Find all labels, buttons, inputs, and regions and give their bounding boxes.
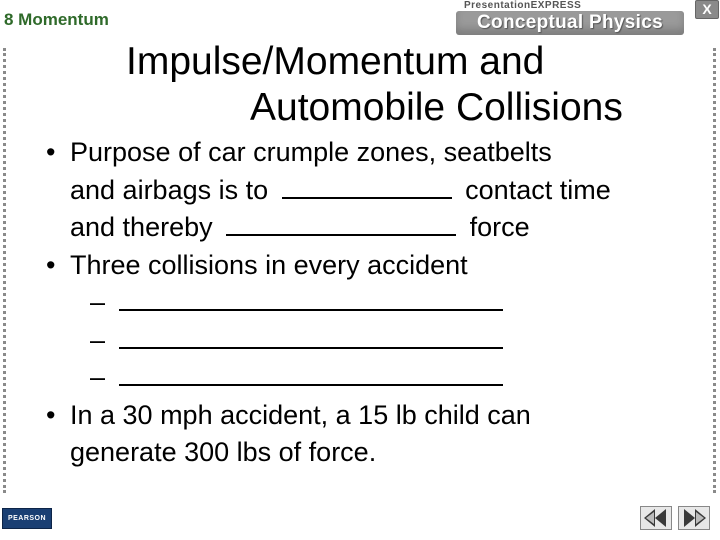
bullet-item xyxy=(46,247,696,285)
bullet-text-line xyxy=(70,209,696,247)
slide-title xyxy=(90,39,670,131)
bullet-item xyxy=(46,397,696,472)
dash-icon: – xyxy=(90,362,106,392)
pearson-logo: PEARSON xyxy=(2,508,52,529)
brand-logo xyxy=(456,0,686,36)
slide-body xyxy=(46,134,696,472)
fill-in-blank xyxy=(226,210,456,236)
bullet-text-line: Purpose of car crumple zones, seatbelts xyxy=(70,137,552,167)
bullet-text: contact time xyxy=(465,174,611,205)
brand-top-text: PresentationEXPRESS xyxy=(464,0,582,11)
next-slide-icon[interactable] xyxy=(678,506,710,530)
bullet-icon: • xyxy=(46,249,56,280)
bullet-text: and thereby xyxy=(70,212,213,242)
bullet-text-line: generate 300 lbs of force. xyxy=(70,437,377,467)
title-line-1: Impulse/Momentum and xyxy=(126,40,545,83)
previous-slide-icon[interactable] xyxy=(640,506,672,530)
bullet-icon: • xyxy=(46,399,56,430)
bullet-item xyxy=(46,134,696,247)
fill-in-blank xyxy=(119,360,503,386)
chapter-label: 8 Momentum xyxy=(4,10,109,29)
footer-bar xyxy=(0,500,720,540)
bullet-text: force xyxy=(469,212,530,242)
bullet-text-line: In a 30 mph accident, a 15 lb child can xyxy=(70,399,531,430)
fill-in-blank xyxy=(119,285,503,311)
bullet-icon: • xyxy=(46,137,56,167)
bullet-text-line: Three collisions in every accident xyxy=(70,249,468,280)
sub-bullet-item xyxy=(46,359,696,397)
header-bar xyxy=(0,0,720,38)
fill-in-blank xyxy=(119,323,503,349)
dash-icon: – xyxy=(90,287,106,317)
dash-icon: – xyxy=(90,324,106,355)
bullet-text-line xyxy=(70,172,696,210)
close-button[interactable]: X xyxy=(695,0,719,19)
bullet-text: and airbags is to xyxy=(70,174,269,205)
sub-bullet-item xyxy=(46,322,696,360)
fill-in-blank xyxy=(282,173,452,199)
title-line-2: Automobile Collisions xyxy=(250,86,623,129)
brand-main-text: Conceptual Physics xyxy=(477,12,663,33)
left-dotted-border xyxy=(3,48,6,493)
right-dotted-border xyxy=(713,48,716,493)
sub-bullet-item xyxy=(46,284,696,322)
